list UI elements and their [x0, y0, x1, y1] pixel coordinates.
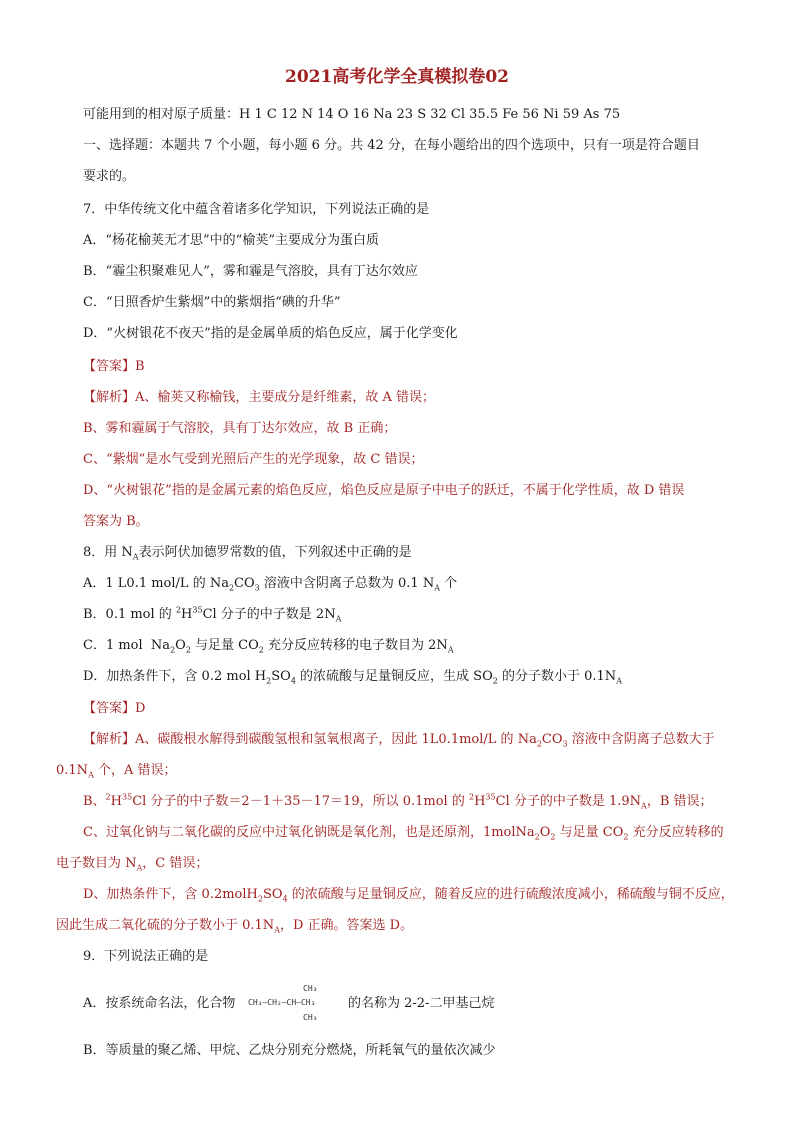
- q7-option-b: B．“霾尘积聚难见人”，雾和霾是气溶胶，具有丁达尔效应: [83, 264, 418, 279]
- q7-option-a: A．“杨花榆荚无才思”中的“榆荚”主要成分为蛋白质: [83, 233, 379, 248]
- q9-formula-bottom: CH₃: [303, 1013, 318, 1022]
- q8-answer: 【答案】D: [83, 701, 146, 716]
- atomic-masses: 可能用到的相对原子质量：H 1 C 12 N 14 O 16 Na 23 S 32 Cl 35.5 Fe 56 Ni 59 As 75: [83, 107, 621, 122]
- q7-option-c: C．“日照香炉生紫烟”中的紫烟指“碘的升华”: [83, 295, 341, 310]
- q9-option-a-suffix: 的名称为 2-2-二甲基己烷: [348, 996, 495, 1011]
- q9-formula-main: CH₃—CH₂—CH—CH₃: [248, 998, 316, 1007]
- q8-explanation-6: D、加热条件下，含 $0.2molH_2SO_4$ 的浓硫酸与足量铜反应，随着反应的进行硫酸浓度减小，稀硫酸与铜不反应，: [83, 887, 734, 904]
- q7-explanation-2: B、雾和霾属于气溶胶，具有丁达尔效应，故 B 正确；: [83, 421, 397, 436]
- q8-explanation-5: 电子数目为 $N_A$，C 错误；: [56, 856, 209, 873]
- q8-option-c: C．1 mol $Na_2O_2$ 与足量 $CO_2$ 充分反应转移的电子数目为 $2N_A$: [83, 638, 454, 655]
- q8-stem: 8．用 $N_A$表示阿伏加德罗常数的值，下列叙述中正确的是: [83, 545, 412, 562]
- q7-explanation-1: 【解析】A、榆荚又称榆钱，主要成分是纤维素，故 A 错误；: [83, 390, 436, 405]
- q9-formula-top: CH₃: [303, 984, 318, 993]
- q8-option-b: B．0.1 mol 的 $^2H^{35}Cl$ 分子的中子数是 $2N_A$: [83, 605, 342, 624]
- q8-explanation-1: 【解析】A、碳酸根水解得到碳酸氢根和氢氧根离子，因此 1L0.1mol/L 的 $Na_2CO_3$ 溶液中含阴离子总数大于: [83, 732, 715, 749]
- section-intro-line-2: 要求的。: [83, 169, 136, 184]
- q8-explanation-3: B、$^2H^{35}Cl$ 分子的中子数＝2－1＋35－17＝19，所以 0.1mol 的 $^2H^{35}Cl$ 分子的中子数是 $1.9N_A$，B 错误；: [83, 792, 713, 811]
- q7-explanation-3: C、“紫烟”是水气受到光照后产生的光学现象，故 C 错误；: [83, 452, 424, 467]
- q7-option-d: D．“火树银花不夜天”指的是金属单质的焰色反应，属于化学变化: [83, 326, 458, 341]
- q9-stem: 9．下列说法正确的是: [83, 949, 209, 964]
- q8-explanation-7: 因此生成二氧化硫的分子数小于 $0.1N_A$，D 正确。答案选 D。: [56, 918, 414, 935]
- q7-explanation-5: 答案为 B。: [83, 514, 149, 529]
- section-intro-line-1: 一、选择题：本题共 7 个小题，每小题 6 分。共 42 分，在每小题给出的四个选项中，只有一项是符合题目: [83, 138, 700, 153]
- page-title: 2021高考化学全真模拟卷02: [285, 67, 509, 87]
- q7-stem: 7．中华传统文化中蕴含着诸多化学知识，下列说法正确的是: [83, 202, 430, 217]
- q7-answer: 【答案】B: [83, 359, 145, 374]
- q7-explanation-4: D、“火树银花”指的是金属元素的焰色反应，焰色反应是原子中电子的跃迁，不属于化学性质，故 D 错误: [83, 483, 685, 498]
- q8-explanation-4: C、过氧化钠与二氧化碳的反应中过氧化钠既是氧化剂，也是还原剂，$1molNa_2O_2$ 与足量 $CO_2$ 充分反应转移的: [83, 825, 724, 842]
- q9-option-a-prefix: A．按系统命名法，化合物: [83, 996, 236, 1011]
- q8-option-d: D．加热条件下，含 0.2 mol $H_2SO_4$ 的浓硫酸与足量铜反应，生成 $SO_2$ 的分子数小于 $0.1N_A$: [83, 669, 622, 686]
- q9-option-b: B．等质量的聚乙烯、甲烷、乙炔分别充分燃烧，所耗氧气的量依次减少: [83, 1043, 496, 1058]
- q8-explanation-2: $0.1N_A$ 个，A 错误；: [56, 763, 177, 780]
- q8-option-a: A．1 L0.1 mol/L 的 $Na_2CO_3$ 溶液中含阴离子总数为 0.1 $N_A$ 个: [83, 576, 458, 593]
